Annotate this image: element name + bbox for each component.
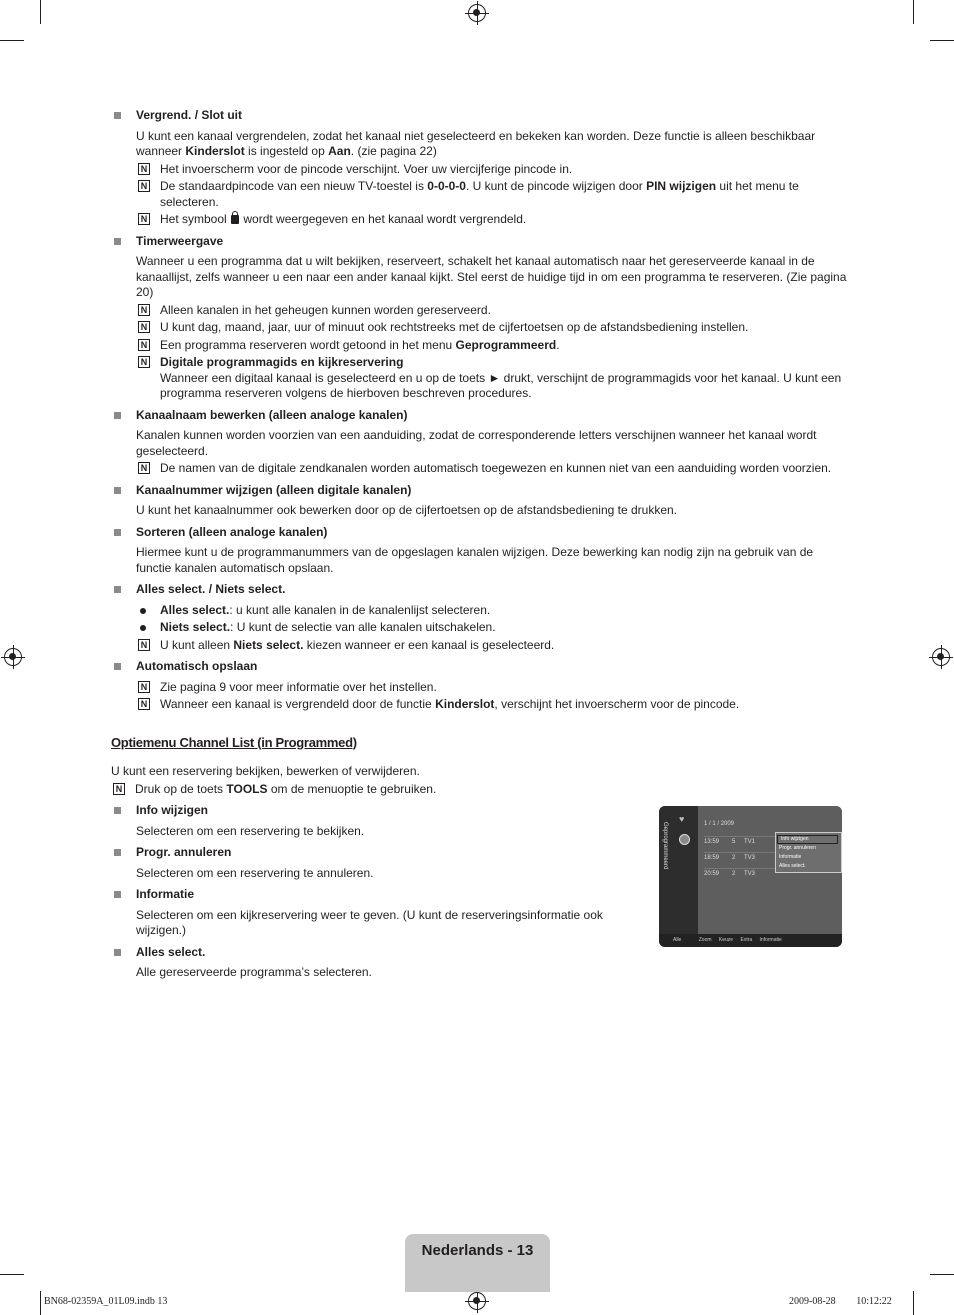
note: N Druk op de toets TOOLS om de menuoptie te gebruiken. [111,782,621,798]
note: N Wanneer een kanaal is vergrendeld door de functie Kinderslot, verschijnt het invoerscherm voor de pincode. [136,697,851,713]
note-icon: N [138,681,150,693]
note-icon: N [113,783,125,795]
option-heading: Progr. annuleren [136,845,232,859]
section-heading: Vergrend. / Slot uit [136,108,243,122]
note: N U kunt alleen Niets select. kiezen wanneer er een kanaal is geselecteerd. [136,638,851,654]
lock-icon [231,215,239,224]
section-sorteren [111,525,851,577]
crop-mark [0,1274,24,1275]
square-bullet-icon [114,949,121,956]
note-icon: N [138,639,150,651]
section-text: Kanalen kunnen worden voorzien van een aanduiding, zodat de corresponderende letters verschijnen wanneer het kanaal wordt geselecteerd. [136,428,817,458]
tv-sidebar [659,806,698,934]
option-text: Alle gereserveerde programma’s selecteren. [136,965,372,979]
section-kanaalnaam [111,408,851,477]
section-heading: Alles select. / Niets select. [136,582,286,596]
section-text: U kunt het kanaalnummer ook bewerken door op de cijfertoetsen op de afstandsbediening te drukken. [136,503,678,517]
registration-mark-icon [468,1292,486,1310]
option-text: Selecteren om een reservering te bekijken. [136,823,365,838]
note: N U kunt dag, maand, jaar, uur of minuut ook rechtstreeks met de cijfertoetsen op de afstandsbediening instellen. [136,320,851,336]
note-icon: N [138,304,150,316]
note: N De namen van de digitale zendkanalen worden automatisch toegewezen en kunnen niet van een aanduiding worden voorzien. [136,461,851,477]
registration-mark-icon [468,4,486,22]
tv-row: 18:59 2 TV3 [704,852,778,862]
square-bullet-icon [114,238,121,245]
tv-popup-item: Alles select. [779,863,806,869]
option-progr-annuleren [111,845,621,881]
note-icon: N [138,213,150,225]
square-bullet-icon [114,412,121,419]
tv-bottom-label: Keuze [718,937,734,943]
note: N Het symbool wordt weergegeven en het kanaal wordt vergrendeld. [136,212,851,228]
option-info-wijzigen [111,803,621,839]
tv-popup-item: Progr. annuleren [779,845,816,851]
note-icon: N [138,698,150,710]
footer-timestamp: 2009-08-28 ￿￿ 10:12:22 [789,1296,892,1307]
crop-mark [40,1291,41,1315]
note: N Alleen kanalen in het geheugen kunnen worden gereserveerd. [136,303,851,319]
tv-bottom-label: Alle [673,937,682,943]
section-vergrend [111,108,851,228]
square-bullet-icon [114,807,121,814]
bullet-dot-icon [140,608,146,614]
globe-icon [679,834,690,845]
note: N Een programma reserveren wordt getoond in het menu Geprogrammeerd. [136,338,851,354]
note-icon: N [138,462,150,474]
square-bullet-icon [114,849,121,856]
section-automatisch [111,659,851,713]
crop-mark [913,1291,914,1315]
optiemenu-title: Optiemenu Channel List (in Programmed) [111,734,357,750]
option-heading: Informatie [136,887,195,901]
option-text: Selecteren om een kijkreservering weer te geven. (U kunt de reserveringsinformatie ook wijzigen.) [136,907,603,937]
optiemenu-intro: U kunt een reservering bekijken, bewerken of verwijderen. [111,764,420,778]
crop-mark [930,1274,954,1275]
option-text: Selecteren om een reservering te annuleren. [136,865,374,880]
tv-screen-illustration [659,806,842,947]
option-heading: Info wijzigen [136,803,208,817]
tv-row: 13:59 5 TV1 [704,836,778,846]
section-heading: Sorteren (alleen analoge kanalen) [136,524,328,539]
note-icon: N [138,339,150,351]
square-bullet-icon [114,663,121,670]
section-alles-select [111,582,851,653]
section-heading: Timerweergave [136,233,224,248]
note-icon: N [138,163,150,175]
section-text: Hiermee kunt u de programmanummers van de opgeslagen kanalen wijzigen. Deze bewerking kan nodig zijn na gebruik van de functie kanalen automatisch opslaan. [136,545,814,575]
crop-mark [0,40,24,41]
option-alles-select [111,945,621,981]
square-bullet-icon [114,586,121,593]
note: N Het invoerscherm voor de pincode verschijnt. Voer uw viercijferige pincode in. [136,162,851,178]
square-bullet-icon [114,529,121,536]
heart-icon: ♥ [679,814,685,824]
option-informatie [111,887,621,939]
bullet-item: Niets select.: U kunt de selectie van alle kanalen uitschakelen. [136,620,851,636]
section-heading: Kanaalnummer wijzigen (alleen digitale kanalen) [136,482,412,497]
registration-mark-icon [932,648,950,666]
tv-bottom-label: Informatie [759,937,782,943]
page-number-tab [405,1234,550,1292]
footer-file-info: BN68-02359A_01L09.indb 13 [44,1296,168,1307]
square-bullet-icon [114,112,121,119]
section-kanaalnummer [111,483,851,519]
note-icon: N [138,356,150,368]
section-timer [111,234,851,402]
page-number: Nederlands - 13 [421,1242,534,1259]
bullet-dot-icon [140,625,146,631]
note-icon: N [138,180,150,192]
square-bullet-icon [114,487,121,494]
tv-bottom-label: Extra [740,937,753,943]
tv-popup-item: Informatie [779,854,802,860]
note: N Digitale programmagids en kijkreservering Wanneer een digitaal kanaal is geselecteerd en u op de toets ► drukt, verschijnt de programmagids voor het kanaal. U kunt een programma reserveren volgens de hierboven beschreven procedures. [136,355,851,402]
tv-side-label: Geprogrammeerd [662,822,668,870]
section-heading: Kanaalnaam bewerken (alleen analoge kanalen) [136,407,408,422]
tv-tools-popup [775,832,842,873]
tv-popup-item: Info wijzigen [777,835,838,844]
section-text: Wanneer u een programma dat u wilt bekijken, reserveert, schakelt het kanaal automatisch naar het gereserveerde kanaal in de kanaallijst, zelfs wanneer u een naar een ander kanaal kijkt. Stel eerst de huidige tijd in om een programma te reserveren. (Zie pagina 20) [136,254,847,299]
tv-bottom-label: Zoom [698,937,712,943]
bullet-item: Alles select.: u kunt alle kanalen in de kanalenlijst selecteren. [136,603,851,619]
tv-date: 1 / 1 / 2009 [704,821,735,827]
registration-mark-icon [4,648,22,666]
crop-mark [913,0,914,24]
crop-mark [930,40,954,41]
section-heading: Automatisch opslaan [136,659,258,673]
crop-mark [40,0,41,24]
tv-row: 20:59 2 TV3 [704,868,778,878]
optiemenu-section [111,764,621,981]
square-bullet-icon [114,891,121,898]
note: N De standaardpincode van een nieuw TV-toestel is 0-0-0-0. U kunt de pincode wijzigen door PIN wijzigen uit het menu te selecteren. [136,179,851,210]
section-text: U kunt een kanaal vergrendelen, zodat het kanaal niet geselecteerd en bekeken kan worden. Deze functie is alleen beschikbaar wanneer Kinderslot is ingesteld op Aan. (zie pagina 22) [136,128,816,158]
note: N Zie pagina 9 voor meer informatie over het instellen. [136,680,851,696]
option-heading: Alles select. [136,944,206,959]
note-icon: N [138,321,150,333]
tv-bottom-bar [659,934,842,947]
